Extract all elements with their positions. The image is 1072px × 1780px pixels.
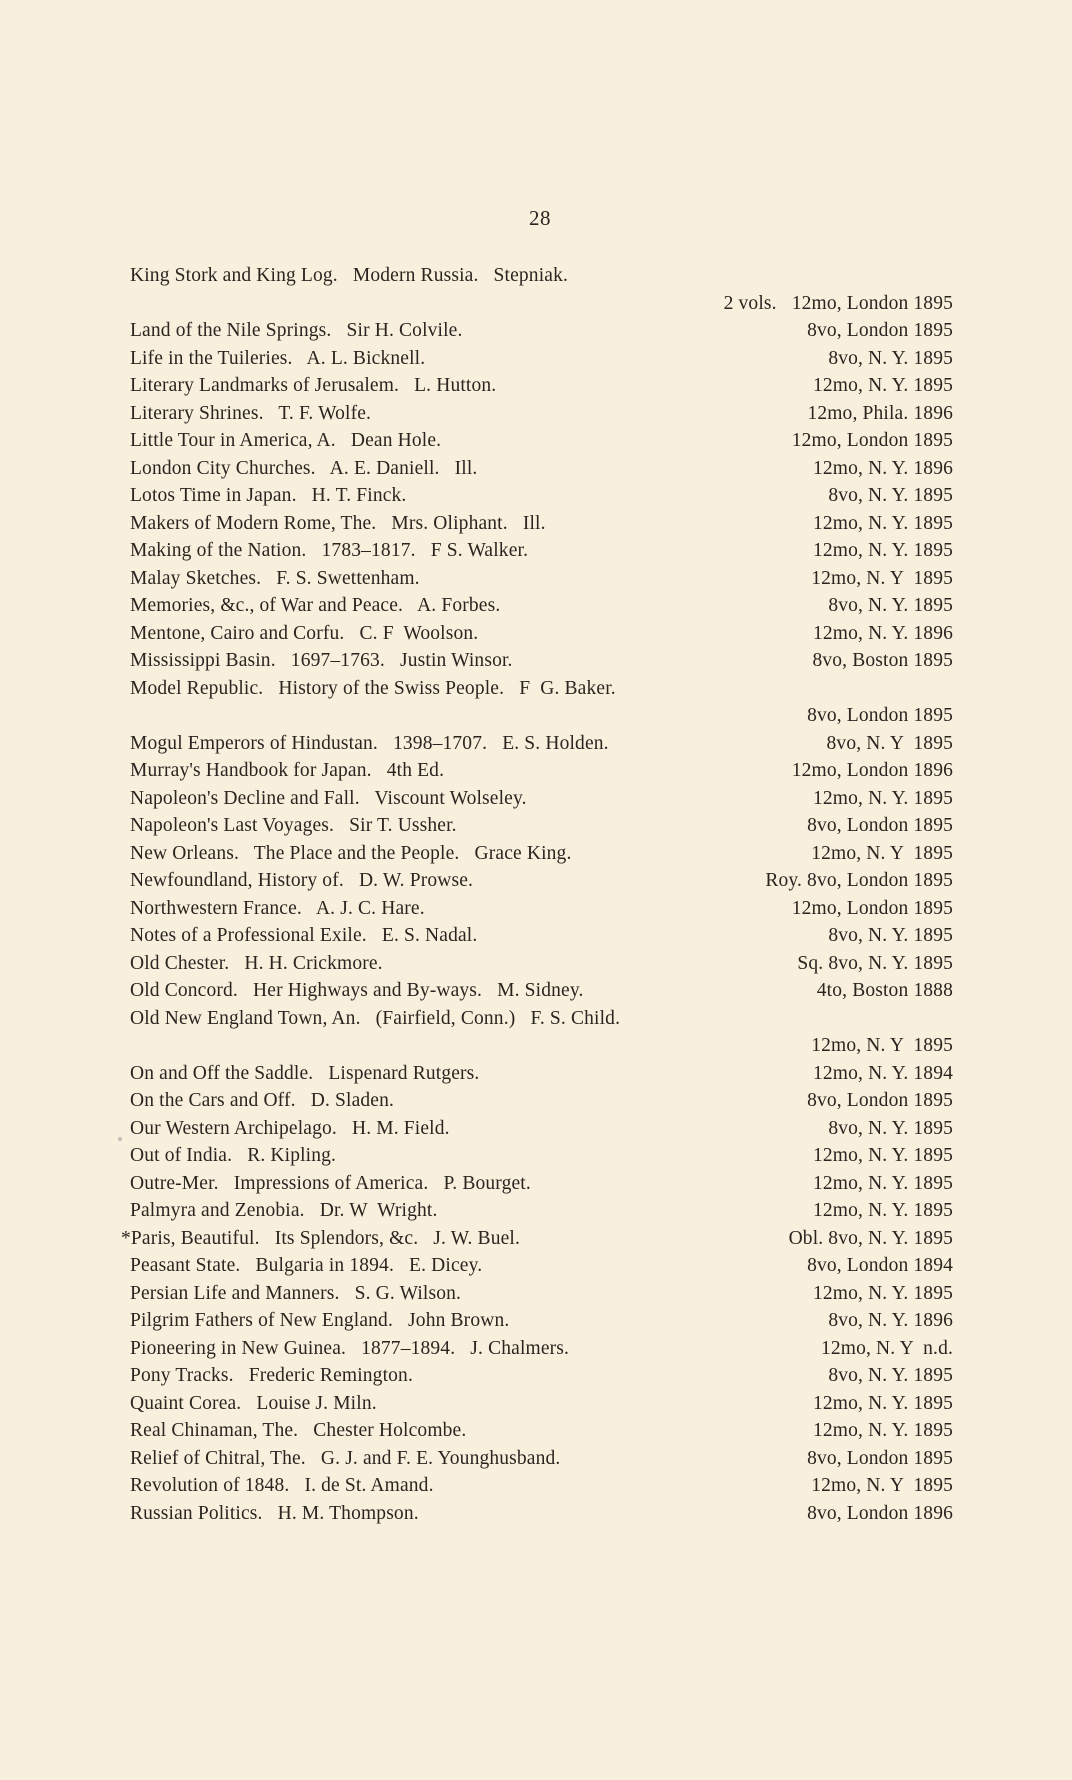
entry-title-author: Relief of Chitral, The. G. J. and F. E. Younghusband. bbox=[130, 1447, 561, 1469]
list-item bbox=[130, 1362, 953, 1390]
entry-title-author: Mentone, Cairo and Corfu. C. F Woolson. bbox=[130, 622, 479, 644]
entry-title-author: Makers of Modern Rome, The. Mrs. Oliphant. Ill. bbox=[130, 512, 546, 534]
list-item bbox=[130, 1335, 953, 1363]
entry-publication: 12mo, N. Y. 1895 bbox=[813, 1392, 953, 1414]
list-item bbox=[130, 922, 953, 950]
entry-publication: 12mo, N. Y. 1895 bbox=[813, 1145, 953, 1166]
list-item bbox=[130, 757, 953, 785]
entry-publication: 8vo, N. Y. 1895 bbox=[828, 1365, 953, 1386]
entry-title-author: Mississippi Basin. 1697–1763. Justin Winsor. bbox=[130, 650, 513, 671]
list-item bbox=[130, 730, 953, 758]
list-item bbox=[130, 1252, 953, 1280]
entry-title-author: Persian Life and Manners. S. G. Wilson. bbox=[130, 1282, 462, 1304]
entry-title-author: Murray's Handbook for Japan. 4th Ed. bbox=[130, 760, 445, 781]
list-item bbox=[130, 1142, 953, 1170]
entry-title-author: Little Tour in America, A. Dean Hole. bbox=[130, 430, 442, 451]
list-item bbox=[130, 455, 953, 483]
entry-title-author: Old Chester. H. H. Crickmore. bbox=[130, 952, 383, 974]
list-item bbox=[130, 537, 953, 565]
entry-title-author: On and Off the Saddle. Lispenard Rutgers. bbox=[130, 1062, 480, 1084]
list-item bbox=[121, 1225, 953, 1253]
entry-publication: 8vo, London 1896 bbox=[807, 1502, 953, 1524]
list-item bbox=[130, 592, 953, 620]
list-item bbox=[130, 950, 953, 978]
entry-publication: 8vo, N. Y. 1895 bbox=[828, 925, 953, 946]
entry-title-author: Mogul Emperors of Hindustan. 1398–1707. E. S. Holden. bbox=[130, 732, 609, 754]
entry-publication: 8vo, Boston 1895 bbox=[812, 650, 953, 671]
entry-publication: 8vo, London 1895 bbox=[807, 320, 953, 341]
entry-title-author: Pony Tracks. Frederic Remington. bbox=[130, 1365, 413, 1386]
list-item bbox=[130, 1060, 953, 1088]
entry-title-author: Our Western Archipelago. H. M. Field. bbox=[130, 1117, 450, 1139]
list-item bbox=[130, 867, 953, 895]
list-item bbox=[130, 510, 953, 538]
list-item bbox=[130, 565, 953, 593]
entry-publication: Obl. 8vo, N. Y. 1895 bbox=[788, 1227, 953, 1249]
entry-title-author: Lotos Time in Japan. H. T. Finck. bbox=[130, 485, 407, 506]
list-item bbox=[130, 1390, 953, 1418]
list-item bbox=[130, 482, 953, 510]
entry-publication: Roy. 8vo, London 1895 bbox=[765, 870, 953, 891]
list-item bbox=[130, 1307, 953, 1335]
entry-title-author: King Stork and King Log. Modern Russia. Stepniak. bbox=[130, 265, 569, 286]
entry-publication: 8vo, N. Y. 1896 bbox=[828, 1310, 953, 1331]
entry-title-author: Napoleon's Decline and Fall. Viscount Wolseley. bbox=[130, 787, 527, 809]
entry-publication: 12mo, N. Y. 1895 bbox=[813, 1420, 953, 1441]
entry-title-author: Revolution of 1848. I. de St. Amand. bbox=[130, 1475, 434, 1496]
entry-publication: 2 vols. 12mo, London 1895 bbox=[723, 292, 953, 314]
entry-publication: 12mo, Phila. 1896 bbox=[807, 402, 953, 424]
entry-publication: 12mo, N. Y. 1895 bbox=[813, 1282, 953, 1304]
list-item bbox=[130, 675, 953, 703]
entry-title-author: Outre-Mer. Impressions of America. P. Bourget. bbox=[130, 1172, 531, 1194]
entry-title-author: Life in the Tuileries. A. L. Bicknell. bbox=[130, 347, 426, 369]
entry-publication: 8vo, London 1895 bbox=[807, 1090, 953, 1111]
entry-publication: 12mo, N. Y. 1895 bbox=[813, 1200, 953, 1221]
entry-publication: 12mo, N. Y. 1895 bbox=[813, 787, 953, 809]
entry-publication: 12mo, N. Y. 1896 bbox=[813, 622, 953, 644]
entry-title-author: Pilgrim Fathers of New England. John Brown. bbox=[130, 1310, 510, 1331]
list-item bbox=[130, 1087, 953, 1115]
entry-publication: 8vo, N. Y 1895 bbox=[826, 732, 953, 754]
entry-publication: 8vo, London 1895 bbox=[807, 705, 953, 726]
entry-title-author: Northwestern France. A. J. C. Hare. bbox=[130, 897, 425, 919]
list-item bbox=[130, 345, 953, 373]
entry-title-author: Newfoundland, History of. D. W. Prowse. bbox=[130, 870, 474, 891]
list-item bbox=[130, 977, 953, 1005]
entry-publication: 12mo, N. Y. 1895 bbox=[813, 1172, 953, 1194]
list-item bbox=[130, 1472, 953, 1500]
list-item bbox=[130, 400, 953, 428]
bibliography-list bbox=[121, 262, 953, 1527]
entry-title-author: Old Concord. Her Highways and By-ways. M. Sidney. bbox=[130, 980, 584, 1001]
entry-title-author: Peasant State. Bulgaria in 1894. E. Dicey. bbox=[130, 1255, 483, 1276]
entry-title-author: Out of India. R. Kipling. bbox=[130, 1145, 337, 1166]
list-item bbox=[130, 1170, 953, 1198]
entry-title-author: Malay Sketches. F. S. Swettenham. bbox=[130, 567, 420, 589]
entry-publication: 12mo, N. Y 1895 bbox=[811, 842, 953, 864]
list-item-continuation bbox=[130, 290, 953, 318]
entry-publication: 12mo, N. Y n.d. bbox=[820, 1337, 953, 1359]
entry-publication: 12mo, N. Y. 1895 bbox=[813, 375, 953, 396]
entry-title-author: Real Chinaman, The. Chester Holcombe. bbox=[130, 1420, 467, 1441]
entry-title-author: Napoleon's Last Voyages. Sir T. Ussher. bbox=[130, 815, 457, 836]
entry-publication: 12mo, N. Y 1895 bbox=[811, 1475, 953, 1496]
entry-publication: 12mo, N. Y. 1895 bbox=[813, 512, 953, 534]
list-item bbox=[130, 317, 953, 345]
entry-publication: 12mo, N. Y. 1896 bbox=[813, 457, 953, 479]
entry-publication: Sq. 8vo, N. Y. 1895 bbox=[797, 952, 953, 974]
list-item bbox=[130, 1417, 953, 1445]
entry-publication: 12mo, N. Y 1895 bbox=[811, 1035, 953, 1056]
entry-publication: 12mo, N. Y. 1894 bbox=[813, 1062, 953, 1084]
entry-title-author: Russian Politics. H. M. Thompson. bbox=[130, 1502, 419, 1524]
list-item bbox=[130, 1445, 953, 1473]
list-item bbox=[130, 1115, 953, 1143]
list-item bbox=[130, 1005, 953, 1033]
list-item bbox=[130, 1280, 953, 1308]
entry-title-author: Literary Shrines. T. F. Wolfe. bbox=[130, 402, 372, 424]
entry-publication: 8vo, N. Y. 1895 bbox=[828, 595, 953, 616]
entry-title-author: Notes of a Professional Exile. E. S. Nadal. bbox=[130, 925, 478, 946]
list-item bbox=[130, 620, 953, 648]
entry-title-author: London City Churches. A. E. Daniell. Ill. bbox=[130, 457, 478, 479]
list-item bbox=[130, 1500, 953, 1528]
entry-publication: 4to, Boston 1888 bbox=[816, 980, 953, 1001]
list-item bbox=[130, 647, 953, 675]
list-item bbox=[130, 812, 953, 840]
list-item bbox=[130, 895, 953, 923]
list-item bbox=[130, 1197, 953, 1225]
entry-publication: 8vo, N. Y. 1895 bbox=[828, 485, 953, 506]
paper-blemish bbox=[118, 1137, 122, 1141]
list-item bbox=[130, 262, 953, 290]
entry-publication: 8vo, London 1895 bbox=[807, 1447, 953, 1469]
entry-title-author: *Paris, Beautiful. Its Splendors, &c. J. W. Buel. bbox=[121, 1227, 521, 1249]
entry-title-author: On the Cars and Off. D. Sladen. bbox=[130, 1090, 395, 1111]
entry-title-author: New Orleans. The Place and the People. Grace King. bbox=[130, 842, 572, 864]
entry-title-author: Land of the Nile Springs. Sir H. Colvile. bbox=[130, 320, 463, 341]
entry-publication: 12mo, N. Y. 1895 bbox=[813, 540, 953, 561]
entry-title-author: Quaint Corea. Louise J. Miln. bbox=[130, 1392, 377, 1414]
entry-publication: 12mo, N. Y 1895 bbox=[811, 567, 953, 589]
entry-title-author: Model Republic. History of the Swiss People. F G. Baker. bbox=[130, 677, 616, 699]
entry-title-author: Pioneering in New Guinea. 1877–1894. J. Chalmers. bbox=[130, 1337, 570, 1359]
entry-title-author: Palmyra and Zenobia. Dr. W Wright. bbox=[130, 1200, 438, 1221]
entry-title-author: Old New England Town, An. (Fairfield, Conn.) F. S. Child. bbox=[130, 1007, 621, 1029]
entry-title-author: Memories, &c., of War and Peace. A. Forbes. bbox=[130, 595, 501, 616]
list-item-continuation bbox=[130, 702, 953, 730]
list-item-continuation bbox=[130, 1032, 953, 1060]
entry-publication: 8vo, London 1894 bbox=[807, 1255, 953, 1276]
entry-title-author: Making of the Nation. 1783–1817. F S. Walker. bbox=[130, 540, 529, 561]
entry-title-author: Literary Landmarks of Jerusalem. L. Hutton. bbox=[130, 375, 497, 396]
entry-publication: 12mo, London 1896 bbox=[791, 760, 953, 781]
list-item bbox=[130, 840, 953, 868]
entry-publication: 8vo, London 1895 bbox=[807, 815, 953, 836]
entry-publication: 8vo, N. Y. 1895 bbox=[828, 347, 953, 369]
page-number: 28 bbox=[529, 206, 551, 230]
entry-publication: 12mo, London 1895 bbox=[791, 430, 953, 451]
entry-publication: 12mo, London 1895 bbox=[791, 897, 953, 919]
list-item bbox=[130, 427, 953, 455]
list-item bbox=[130, 372, 953, 400]
entry-publication: 8vo, N. Y. 1895 bbox=[828, 1117, 953, 1139]
list-item bbox=[130, 785, 953, 813]
